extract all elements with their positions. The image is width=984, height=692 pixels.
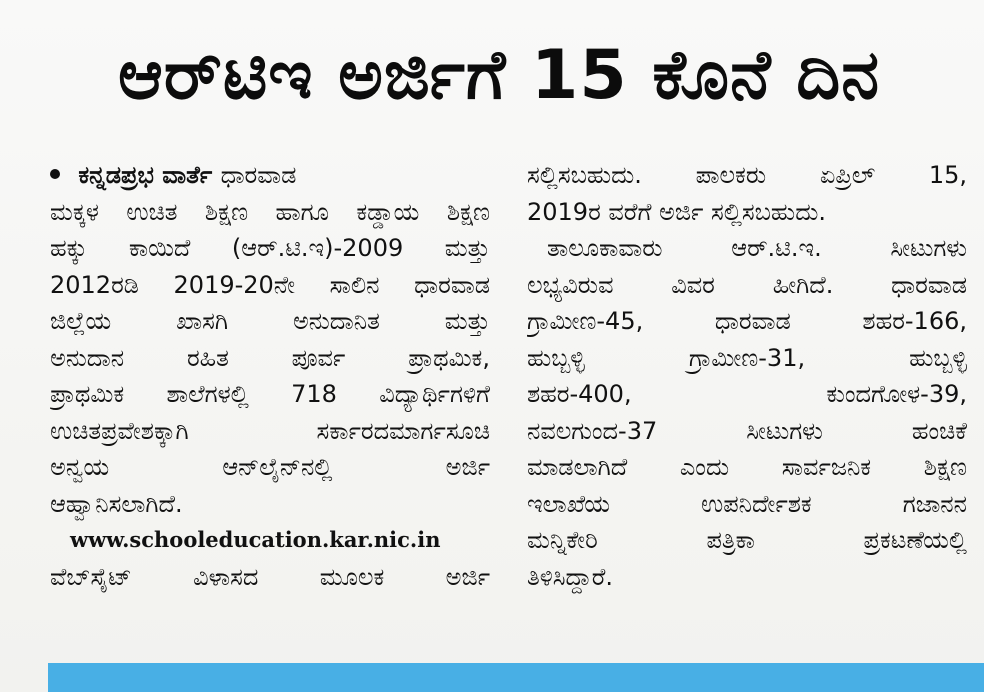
article-line-right-5: ಗ್ರಾಮೀಣ-45, ಧಾರವಾಡ ಶಹರ-166, (527, 307, 967, 335)
bullet-icon (50, 169, 60, 179)
article-line-left-6: ಪ್ರಾಥಮಿಕ ಶಾಲೆಗಳಲ್ಲಿ 718 ವಿದ್ಯಾರ್ಥಿಗಳಿಗೆ (50, 380, 490, 408)
article-line-right-10: ಇಲಾಖೆಯ ಉಪನಿರ್ದೇಶಕ ಗಜಾನನ (527, 489, 967, 518)
article-line-right-8: ನವಲಗುಂದ-37 ಸೀಟುಗಳು ಹಂಚಿಕೆ (527, 416, 967, 445)
article-line-right-9: ಮಾಡಲಾಗಿದೆ ಎಂದು ಸಾರ್ವಜನಿಕ ಶಿಕ್ಷಣ (527, 453, 967, 481)
website-url: www.schooleducation.kar.nic.in (70, 527, 441, 552)
article-line-right-11: ಮನ್ನಿಕೇರಿ ಪತ್ರಿಕಾ ಪ್ರಕಟಣೆಯಲ್ಲಿ (527, 526, 967, 554)
byline (50, 157, 490, 194)
article-line-left-1: ಮಕ್ಕಳ ಉಚಿತ ಶಿಕ್ಷಣ ಹಾಗೂ ಕಡ್ಡಾಯ ಶಿಕ್ಷಣ (50, 197, 490, 226)
byline-source: ಕನ್ನಡಪ್ರಭ ವಾರ್ತೆ (78, 161, 213, 189)
article-line-right-4: ಲಭ್ಯವಿರುವ ವಿವರ ಹೀಗಿದೆ. ಧಾರವಾಡ (527, 270, 967, 299)
article-line-right-2: 2019ರ ವರೆಗೆ ಅರ್ಜಿ ಸಲ್ಲಿಸಬಹುದು. (527, 197, 826, 226)
left-article-column (50, 157, 490, 595)
article-line-left-5: ಅನುದಾನ ರಹಿತ ಪೂರ್ವ ಪ್ರಾಥಮಿಕ, (50, 343, 490, 372)
article-line-left-3: 2012ರಡಿ 2019-20ನೇ ಸಾಲಿನ ಧಾರವಾಡ (50, 270, 490, 299)
article-line-right-7: ಶಹರ-400, ಕುಂದಗೋಳ-39, (527, 380, 967, 408)
article-line-left-4: ಜಿಲ್ಲೆಯ ಖಾಸಗಿ ಅನುದಾನಿತ ಮತ್ತು (50, 307, 490, 335)
article-line-right-12: ತಿಳಿಸಿದ್ದಾರೆ. (527, 562, 613, 591)
article-line-right-6: ಹುಬ್ಬಳ್ಳಿ ಗ್ರಾಮೀಣ-31, ಹುಬ್ಬಳ್ಳಿ (527, 343, 967, 372)
article-line-left-7: ಉಚಿತಪ್ರವೇಶಕ್ಕಾಗಿ ಸರ್ಕಾರದಮಾರ್ಗಸೂಚಿ (50, 416, 490, 445)
article-line-right-1: ಸಲ್ಲಿಸಬಹುದು. ಪಾಲಕರು ಏಪ್ರಿಲ್ 15, (527, 161, 967, 189)
headline: ಆರ್‌ಟಿಇ ಅರ್ಜಿಗೆ 15 ಕೊನೆ ದಿನ (117, 36, 881, 115)
article-line-left-2: ಹಕ್ಕು ಕಾಯಿದೆ (ಆರ್.ಟಿ.ಇ)-2009 ಮತ್ತು (50, 234, 490, 262)
article-line-right-3: ತಾಲೂಕಾವಾರು ಆರ್.ಟಿ.ಇ. ಸೀಟುಗಳು (547, 234, 967, 262)
blue-banner (48, 663, 984, 692)
byline-location: ಧಾರವಾಡ (220, 161, 297, 189)
right-article-column (527, 157, 967, 595)
article-line-left-8: ಅನ್ವಯ ಆನ್‌ಲೈನ್‌ನಲ್ಲಿ ಅರ್ಜಿ (50, 453, 490, 481)
article-line-left-11: ವೆಬ್‌ಸೈಟ್ ವಿಳಾಸದ ಮೂಲಕ ಅರ್ಜಿ (50, 562, 490, 591)
article-line-left-9: ಆಹ್ವಾನಿಸಲಾಗಿದೆ. (50, 489, 183, 518)
